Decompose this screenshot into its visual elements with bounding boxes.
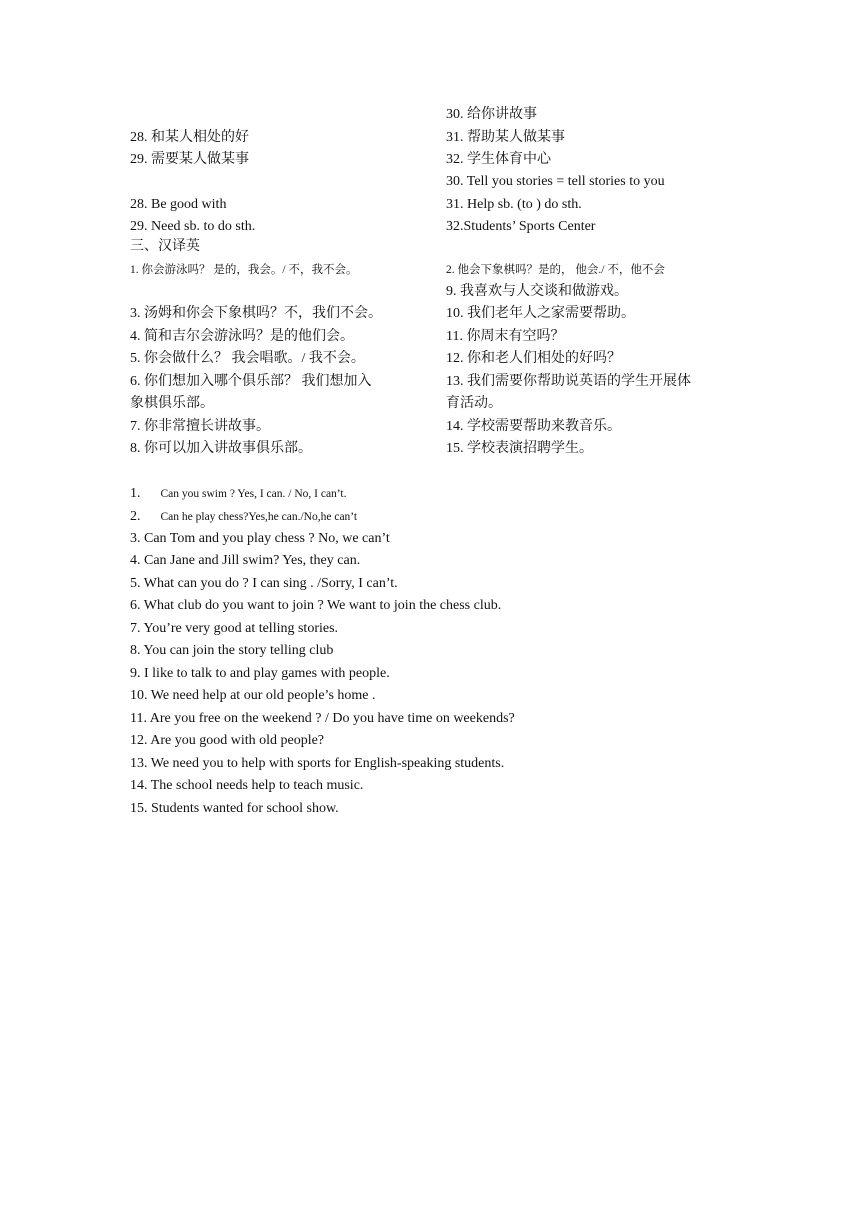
answer-7: 7. You’re very good at telling stories.: [130, 621, 339, 636]
answer-8: 8. You can join the story telling club: [130, 643, 334, 658]
answer-15: 15. Students wanted for school show.: [130, 801, 339, 816]
phrase-32-en: 32.Students’ Sports Center: [446, 219, 596, 234]
cn-sentence-6-cont: 象棋俱乐部。: [130, 396, 214, 411]
cn-sentence-9: 9. 我喜欢与人交谈和做游戏。: [446, 284, 628, 299]
answer-1: [130, 485, 347, 503]
answer-2-text: Can he play chess?Yes,he can./No,he can’t: [160, 511, 358, 523]
cn-sentence-10: 10. 我们老年人之家需要帮助。: [446, 306, 635, 321]
cn-sentence-3: 3. 汤姆和你会下象棋吗？不，我们不会。: [130, 306, 382, 321]
phrase-28-cn: 28. 和某人相处的好: [130, 130, 249, 145]
phrase-28-en: 28. Be good with: [130, 197, 227, 212]
cn-sentence-1: 1. 你会游泳吗？ 是的，我会。/ 不，我不会。: [130, 264, 358, 276]
cn-sentence-13: 13. 我们需要你帮助说英语的学生开展体: [446, 374, 691, 389]
phrase-31-en: 31. Help sb. (to ) do sth.: [446, 197, 582, 212]
answer-3: 3. Can Tom and you play chess ? No, we can’t: [130, 531, 390, 546]
answer-11: 11. Are you free on the weekend ? / Do you have time on weekends?: [130, 711, 515, 726]
answer-1-number: 1.: [130, 486, 141, 501]
section-heading: 三、汉译英: [130, 239, 200, 254]
cn-sentence-12: 12. 你和老人们相处的好吗？: [446, 351, 621, 366]
phrase-30-en: 30. Tell you stories = tell stories to you: [446, 174, 665, 189]
cn-sentence-15: 15. 学校表演招聘学生。: [446, 441, 593, 456]
cn-sentence-2: 2. 他会下象棋吗？是的， 他会./ 不，他不会: [446, 264, 665, 276]
cn-sentence-4: 4. 简和吉尔会游泳吗？是的他们会。: [130, 329, 354, 344]
answer-2: [130, 508, 357, 526]
phrase-29-cn: 29. 需要某人做某事: [130, 152, 249, 167]
answer-10: 10. We need help at our old people’s home .: [130, 688, 376, 703]
answer-12: 12. Are you good with old people?: [130, 733, 325, 748]
cn-sentence-8: 8. 你可以加入讲故事俱乐部。: [130, 441, 312, 456]
phrase-32-cn: 32. 学生体育中心: [446, 152, 551, 167]
phrase-30-cn: 30. 给你讲故事: [446, 107, 537, 122]
cn-sentence-11: 11. 你周末有空吗？: [446, 329, 565, 344]
answer-1-text: Can you swim ? Yes, I can. / No, I can’t.: [160, 488, 347, 500]
cn-sentence-5: 5. 你会做什么？ 我会唱歌。/ 我不会。: [130, 351, 365, 366]
answer-5: 5. What can you do ? I can sing . /Sorry, I can’t.: [130, 576, 398, 591]
answer-4: 4. Can Jane and Jill swim? Yes, they can.: [130, 553, 361, 568]
phrase-31-cn: 31. 帮助某人做某事: [446, 130, 565, 145]
cn-sentence-6: 6. 你们想加入哪个俱乐部？ 我们想加入: [130, 374, 372, 389]
answer-13: 13. We need you to help with sports for English-speaking students.: [130, 756, 505, 771]
answer-6: 6. What club do you want to join ? We want to join the chess club.: [130, 598, 502, 613]
answer-2-number: 2.: [130, 509, 141, 524]
cn-sentence-13-cont: 育活动。: [446, 396, 502, 411]
cn-sentence-7: 7. 你非常擅长讲故事。: [130, 419, 270, 434]
phrase-29-en: 29. Need sb. to do sth.: [130, 219, 256, 234]
cn-sentence-14: 14. 学校需要帮助来教音乐。: [446, 419, 621, 434]
answer-9: 9. I like to talk to and play games with people.: [130, 666, 390, 681]
answer-14: 14. The school needs help to teach music.: [130, 778, 364, 793]
